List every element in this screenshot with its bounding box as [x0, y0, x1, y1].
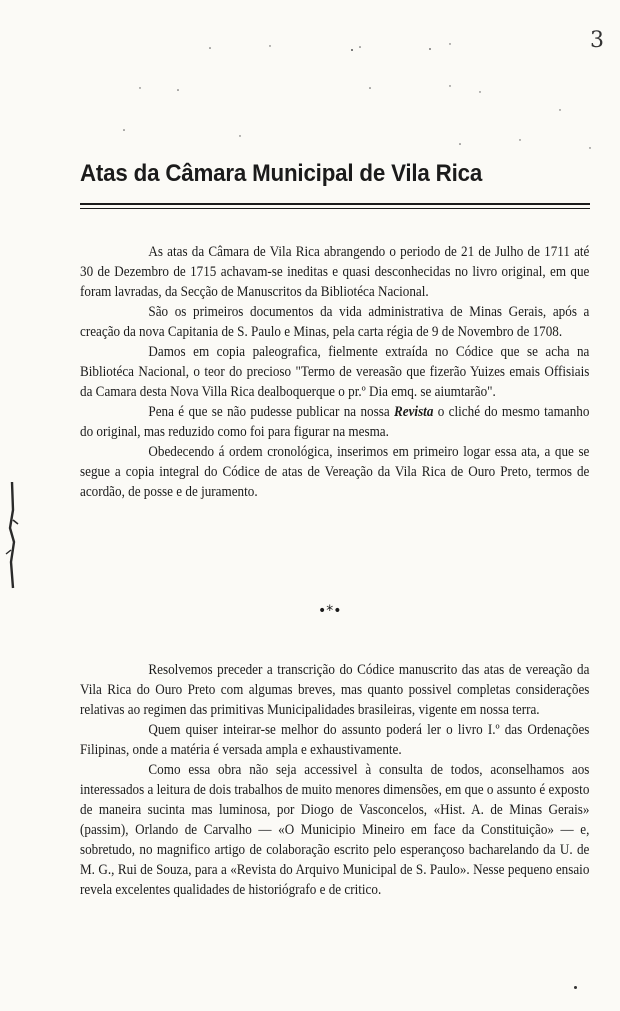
title-rule-thin	[80, 208, 590, 209]
text-span: o cliché do mesmo tamanho do original, mas reduzido como foi para figurar na mesma.	[80, 404, 590, 440]
scan-speck	[574, 986, 577, 989]
text-span: Pena é que se não pudesse publicar na nossa	[148, 404, 395, 420]
scan-specks	[120, 40, 600, 150]
paragraph: Resolvemos preceder a transcrição do Códice manuscrito das atas de vereação da Vila Rica do Ouro Preto com algumas breves, mas quanto possivel completas considerações relativas ao regimen das primitivas Municipalidades brasileiras, vigente em nossa terra.	[80, 662, 590, 718]
discussion-section	[80, 660, 589, 900]
intro-section	[80, 242, 589, 502]
page-number: 3	[590, 28, 604, 53]
paragraph: Obedecendo á ordem cronológica, inserimos em primeiro logar essa ata, a que se segue a copia integral do Códice de atas de Vereação da Vila Rica de Ouro Preto, termos de acordão, de posse e de juramento.	[80, 444, 590, 500]
paragraph: Quem quiser inteirar-se melhor do assunto poderá ler o livro I.º das Ordenações Filipinas, onde a matéria é versada ampla e exhaustivamente.	[80, 722, 590, 758]
margin-ink-mark	[4, 480, 22, 590]
paragraph: Como essa obra não seja accessivel à consulta de todos, aconselhamos aos interessados a leitura de dois trabalhos de muito menores dimensões, em que o assunto é exposto de maneira sucinta mas luminosa, por Diogo de Vasconcelos, «Hist. A. de Minas Gerais» (passim), Orlando de Carvalho — «O Municipio Mineiro em face da Constituição» — e, sobretudo, no magnifico artigo de colaboração escrito pelo esperançoso bacharelando da U. de M. G., Rui de Souza, para a «Revista do Arquivo Municipal de S. Paulo». Nesse pequeno ensaio revela excelentes qualidades de historiógrafo e de critico.	[80, 762, 590, 898]
paragraph: As atas da Câmara de Vila Rica abrangendo o periodo de 21 de Julho de 1711 até 30 de Dezembro de 1715 achavam-se ineditas e quasi desconhecidas no livro original, em que foram lavradas, da Secção de Manuscritos da Bibliotéca Nacional.	[80, 244, 590, 300]
paragraph	[80, 402, 589, 442]
section-divider-asterism: •*•	[318, 603, 342, 619]
paragraph: Damos em copia paleografica, fielmente extraída no Códice que se acha na Bibliotéca Nacional, o teor do precioso "Termo de vereasão que fizerão Yuizes emais Offisiais da Camara desta Nova Villa Rica dealboquerque o pr.º Dia emq. se aiumtarão".	[80, 344, 590, 400]
paragraph: São os primeiros documentos da vida administrativa de Minas Gerais, após a creação da nova Capitania de S. Paulo e Minas, pela carta régia de 9 de Novembro de 1708.	[80, 304, 590, 340]
page-title: Atas da Câmara Municipal de Vila Rica	[80, 160, 483, 187]
revista-emphasis: Revista	[394, 404, 434, 420]
title-rule-thick	[80, 203, 590, 205]
